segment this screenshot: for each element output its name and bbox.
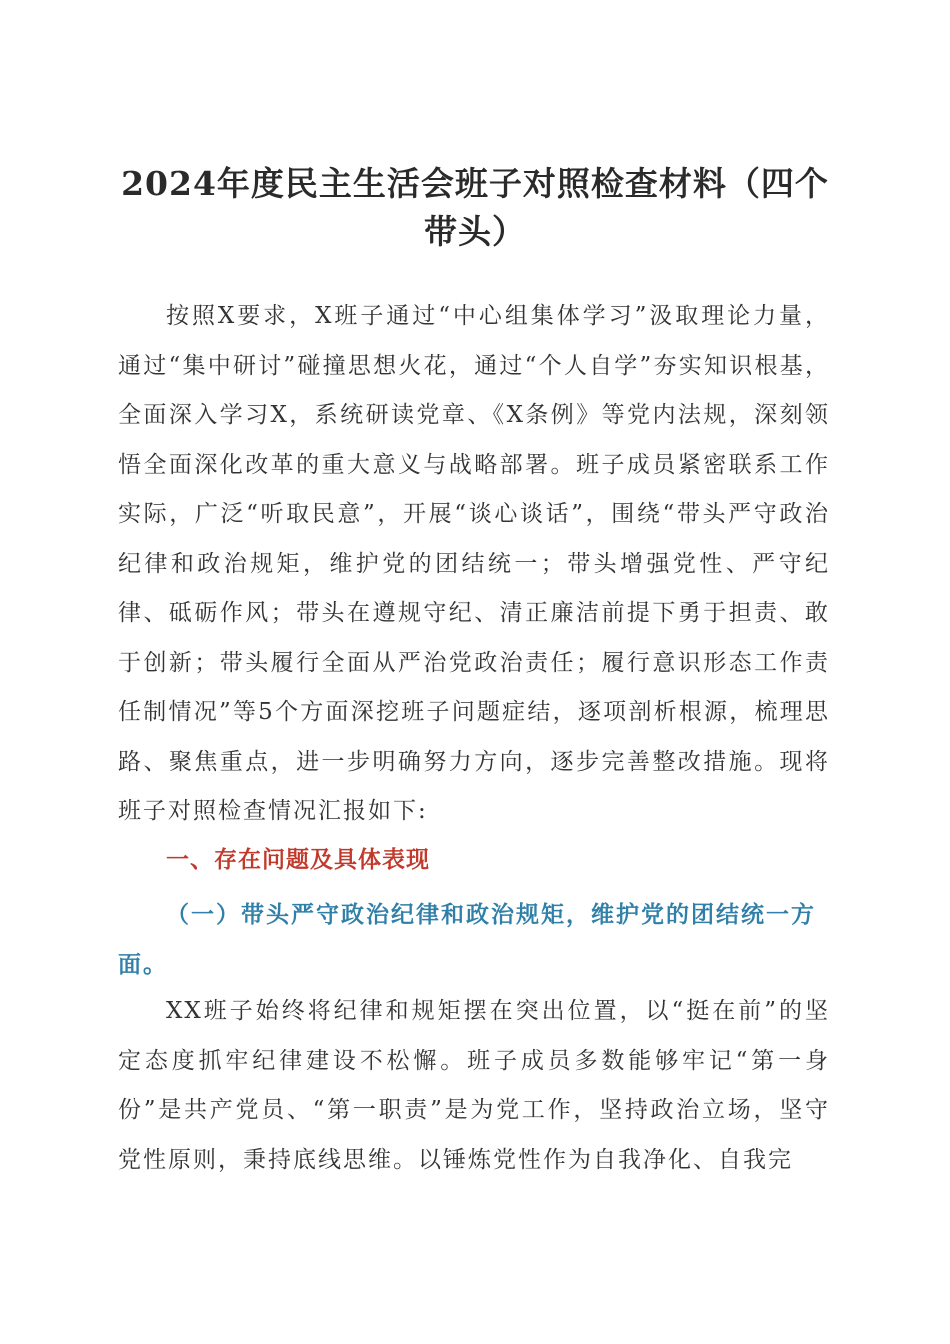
intro-paragraph: 按照X要求，X班子通过“中心组集体学习”汲取理论力量，通过“集中研讨”碰撞思想火花，通过“个人自学”夯实知识根基，全面深入学习X，系统研读党章、《X条例》等党内法规，深刻领悟全面深化改革的重大意义与战略部署。班子成员紧密联系工作实际，广泛“听取民意”，开展“谈心谈话”，围绕“带头严守政治纪律和政治规矩，维护党的团结统一；带头增强党性、严守纪律、砥砺作风；带头在遵规守纪、清正廉洁前提下勇于担责、敢于创新；带头履行全面从严治党政治责任；履行意识形态工作责任制情况”等5个方面深挖班子问题症结，逐项剖析根源，梳理思路、聚焦重点，进一步明确努力方向，逐步完善整改措施。现将班子对照检查情况汇报如下:: [118, 303, 830, 824]
title-line-1: 2024年度民主生活会班子对照检查材料（四个: [121, 164, 829, 203]
body-paragraph: XX班子始终将纪律和规矩摆在突出位置，以“挺在前”的坚定态度抓牢纪律建设不松懈。班子成员多数能够牢记“第一身份”是共产党员、“第一职责”是为党工作，坚持政治立场，坚守党性原则，秉持底线思维。以锤炼党性作为自我净化、自我完: [118, 998, 830, 1173]
page-title: [100, 160, 850, 256]
subsection-heading: （一）带头严守政治纪律和政治规矩，维护党的团结统一方面。: [118, 901, 816, 978]
section-heading: 一、存在问题及具体表现: [166, 847, 430, 873]
title-line-2: 带头）: [424, 212, 526, 251]
